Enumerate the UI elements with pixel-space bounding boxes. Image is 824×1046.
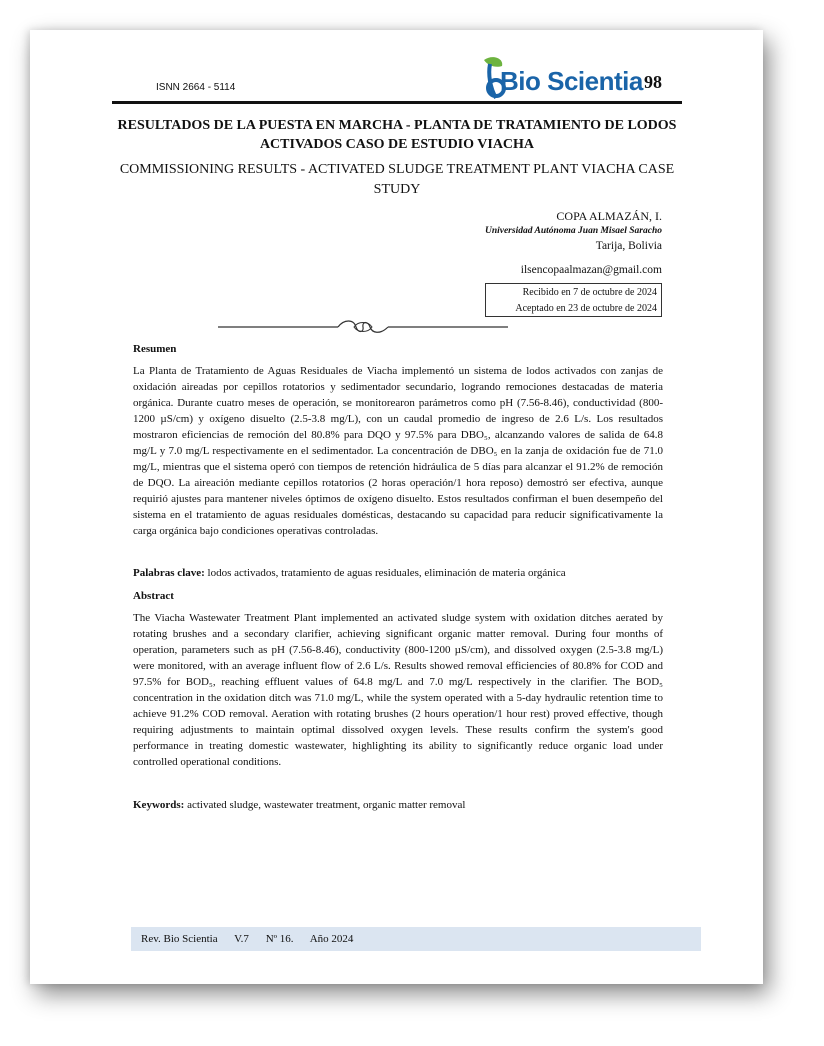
page-number: 98 [644, 72, 662, 92]
keywords-text: activated sludge, wastewater treatment, organic matter removal [187, 799, 466, 811]
journal-logo [470, 54, 643, 102]
abstract-heading: Abstract [133, 590, 174, 602]
footer-volume: V.7 [234, 933, 249, 945]
footer-year: Año 2024 [309, 933, 354, 945]
journal-logo-text: Bio Scientia [500, 66, 643, 96]
footer-number: Nº 16. [265, 933, 294, 945]
accepted-date: Aceptado en 23 de octubre de 2024 [515, 303, 657, 314]
issn-label: ISNN 2664 - 5114 [156, 82, 236, 93]
ornament-divider [218, 317, 508, 337]
author-name: COPA ALMAZÁN, I. [556, 209, 662, 223]
abstract-section [133, 590, 663, 770]
abstract-text: The Viacha Wastewater Treatment Plant implemented an activated sludge system with oxidation ditches aerated by rotating brushes and a secondary clarifier, achieving significant organic matter removal. During four months of operation, parameters such as pH (7.56-8.46), conductivity (800-1200 µS/cm), and dissolved oxygen (2.5-3.8 mg/L) were monitored, with an average influent flow of 2.6 L/s. Results showed removal efficiencies of 80.8% for COD and 97.5% for BOD₅, reaching effluent values of 64.8 mg/L and 7.0 mg/L respectively in the clarifier. The BOD₅ concentration in the oxidation ditch was 71.0 mg/L, while the system operated with a 5-day hydraulic retention time to achieve 91.2% COD removal. Aeration with rotating brushes (2 hours operation/1 hour rest) proved effective, though requiring adjustments to maintain optimal dissolved oxygen levels. These results confirm the system's good performance in treating domestic wastewater, highlighting its ability to significantly reduce organic load under controlled operational conditions. [133, 612, 663, 768]
resumen-text: La Planta de Tratamiento de Aguas Residuales de Viacha implementó un sistema de lodos activados con zanjas de oxidación aireadas por cepillos rotatorios y sedimentador secundario, logrando remociones destacadas de materia orgánica. Durante cuatro meses de operación, se monitorearon parámetros como pH (7.56-8.46), conductividad (800-1200 µS/cm) y oxígeno disuelto (2.5-3.8 mg/L), con un caudal promedio de ingreso de 2.6 L/s. Los resultados mostraron eficiencias de remoción del 80.8% para DQO y 97.5% para DBO₅, alcanzando valores de salida de 64.8 mg/L y 7.0 mg/L respectivamente en el sedimentador. La concentración de DBO₅ en la zanja de oxidación fue de 71.0 mg/L, mientras que el sistema operó con tiempos de retención hidráulica de 5 días para alcanzar el 91.2% de remoción de DQO. La aireación mediante cepillos rotatorios (2 horas operación/1 hora reposo) demostró ser efectiva, aunque requirió ajustes para mantener niveles óptimos de oxígeno disuelto. Estos resultados confirman el buen desempeño del sistema en el tratamiento de aguas residuales domésticas, destacando su capacidad para reducir significativamente la carga orgánica bajo condiciones operativas controladas. [133, 365, 663, 537]
palabras-clave-section [133, 567, 663, 579]
author-affiliation: Universidad Autónoma Juan Misael Saracho [484, 226, 662, 236]
header-divider [112, 101, 682, 104]
footer-bar [131, 927, 701, 951]
resumen-section [133, 343, 663, 539]
title-spanish: RESULTADOS DE LA PUESTA EN MARCHA - PLANTA DE TRATAMIENTO DE LODOS ACTIVADOS CASO DE ESTUDIO VIACHA [117, 118, 677, 152]
palabras-clave-label: Palabras clave: [133, 567, 205, 579]
received-date: Recibido en 7 de octubre de 2024 [522, 287, 657, 298]
palabras-clave-text: lodos activados, tratamiento de aguas residuales, eliminación de materia orgánica [207, 567, 566, 579]
author-email: ilsencopaalmazan@gmail.com [520, 264, 662, 276]
keywords-label: Keywords: [133, 799, 185, 811]
author-city: Tarija, Bolivia [595, 240, 662, 252]
footer-journal: Rev. Bio Scientia [141, 933, 218, 945]
resumen-heading: Resumen [133, 343, 177, 355]
document-page [30, 30, 763, 984]
title-english: COMMISSIONING RESULTS - ACTIVATED SLUDGE TREATMENT PLANT VIACHA CASE STUDY [119, 162, 675, 197]
dates-box [485, 283, 662, 317]
keywords-section [133, 799, 663, 811]
